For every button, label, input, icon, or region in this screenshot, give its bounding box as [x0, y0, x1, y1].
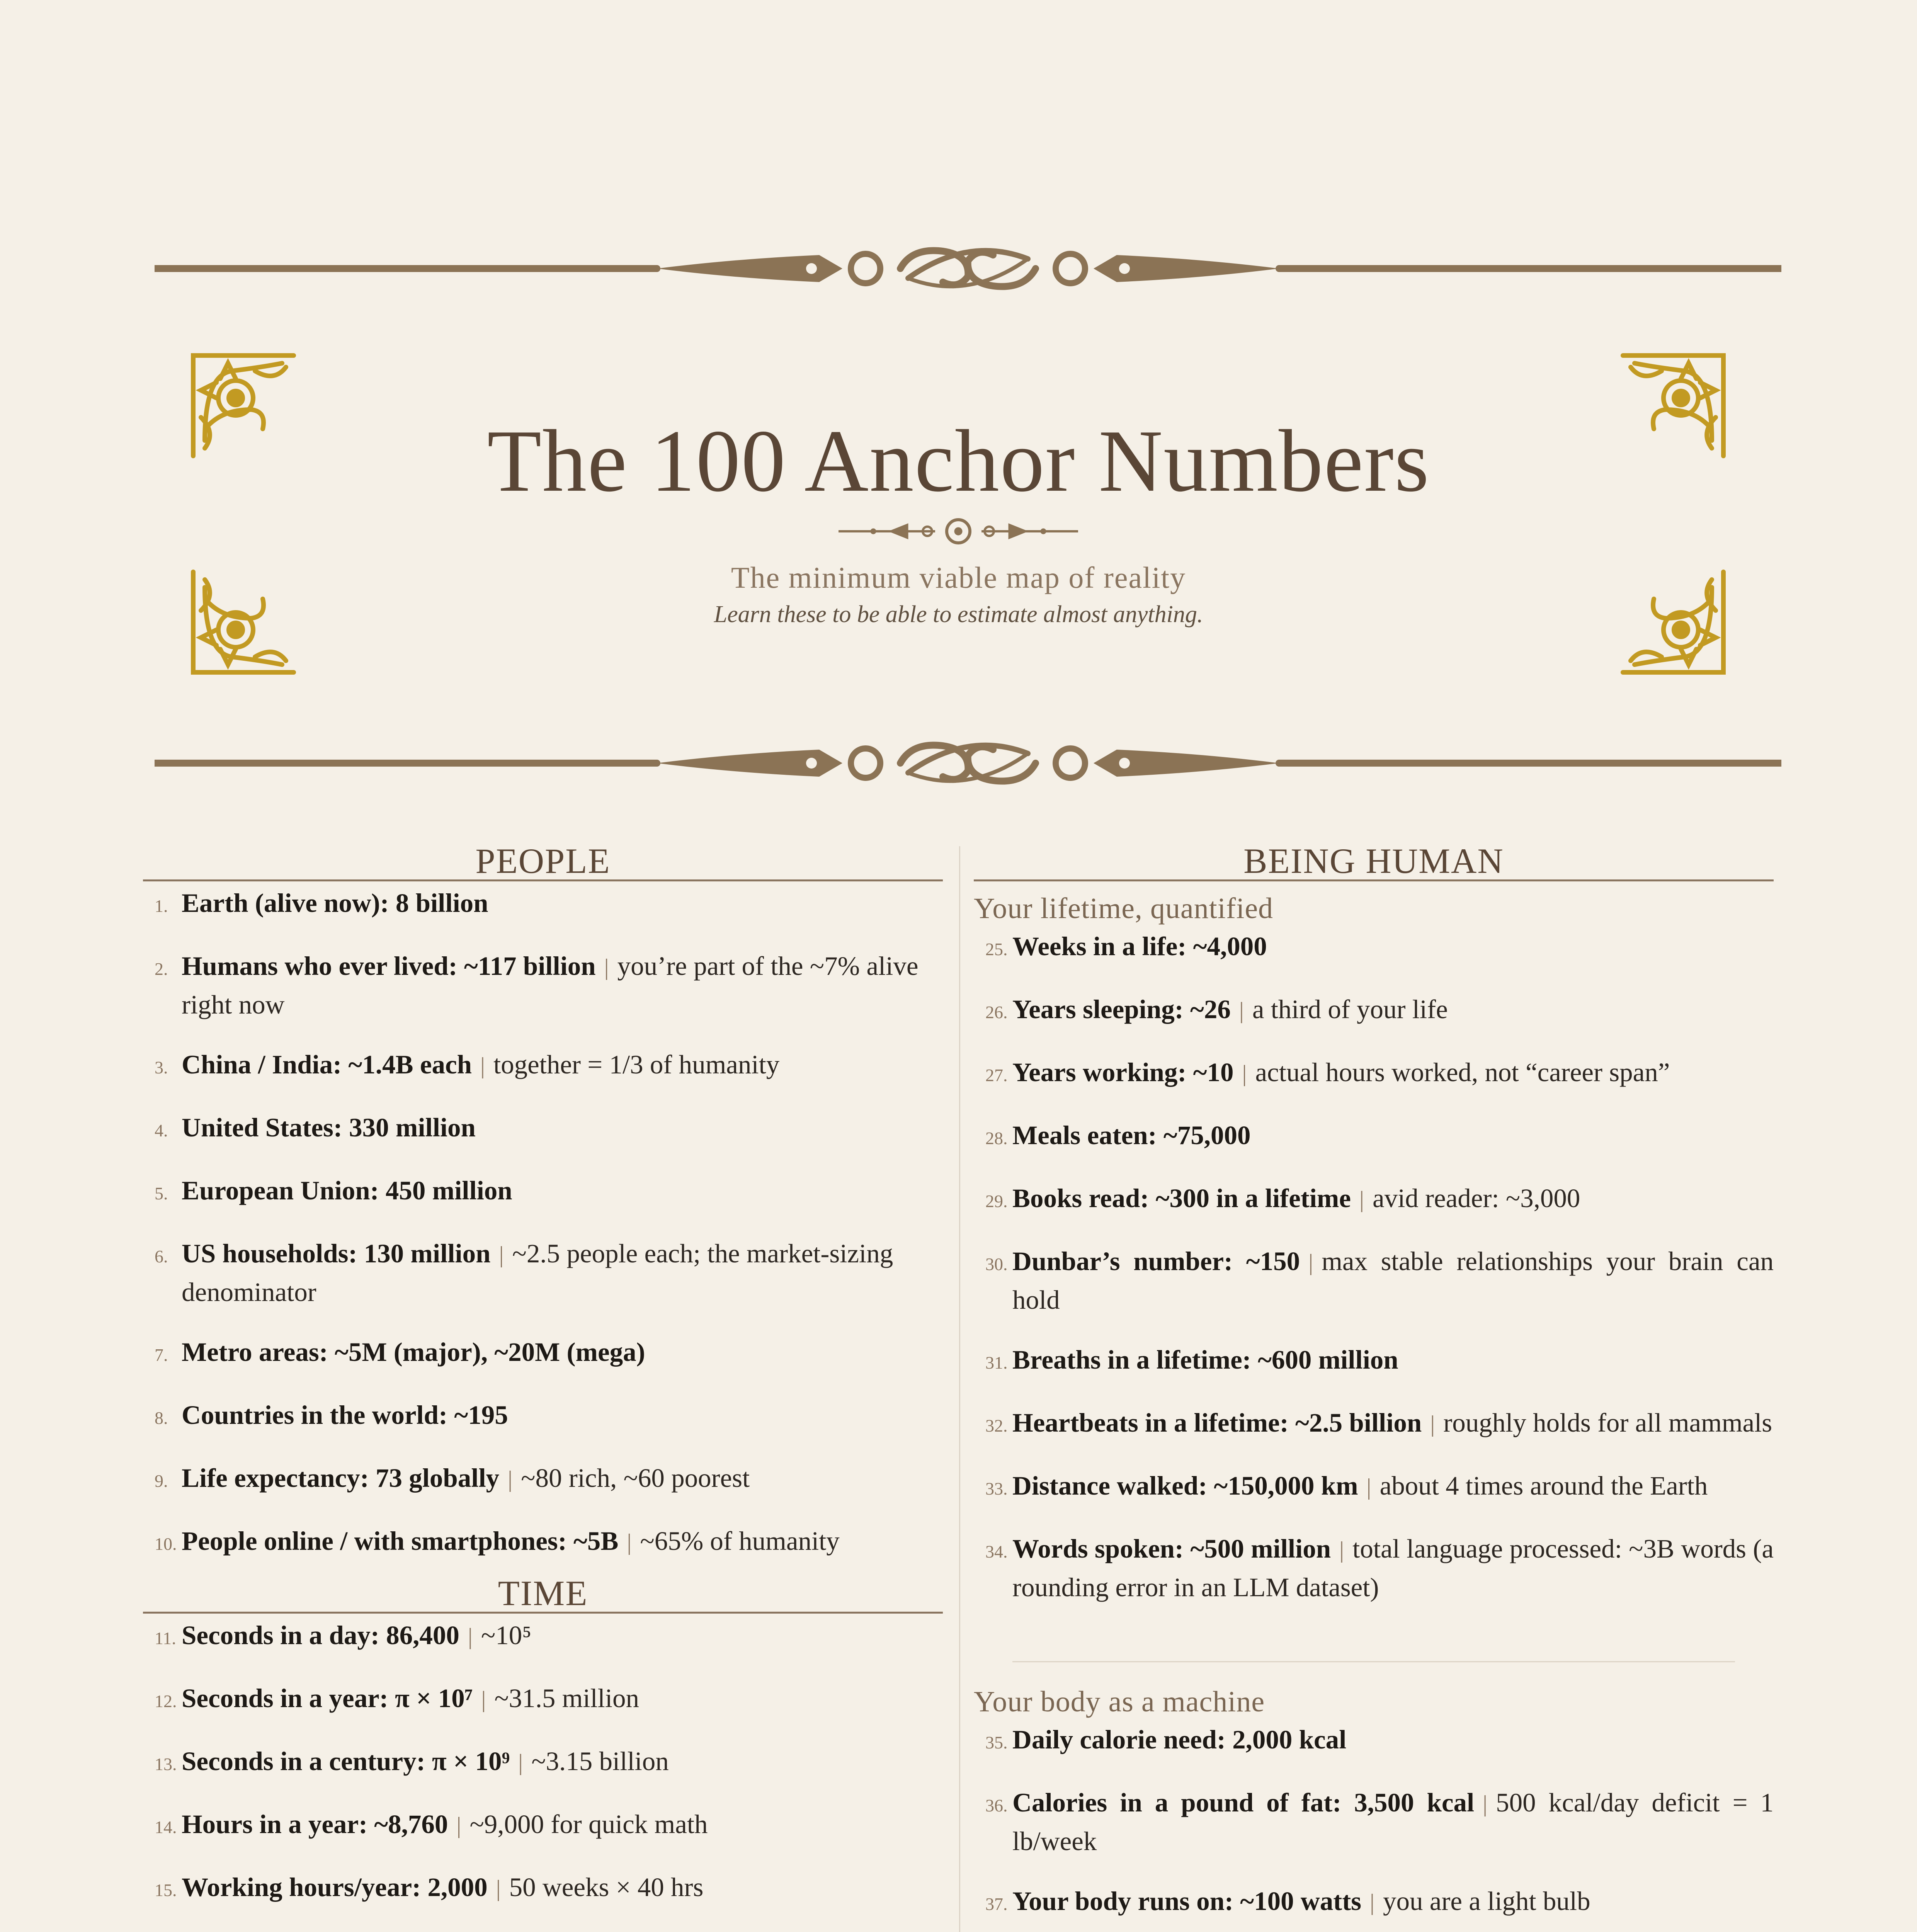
item-label: Books read: ~300 in a lifetime	[1012, 1184, 1351, 1213]
list-item	[143, 1047, 943, 1085]
item-note: ~31.5 million	[494, 1684, 640, 1713]
page-title: The 100 Anchor Numbers	[487, 412, 1430, 510]
item-separator: |	[1339, 1537, 1344, 1563]
list-item	[974, 1342, 1774, 1381]
item-number: 28.	[985, 1128, 1008, 1148]
item-label: Distance walked: ~150,000 km	[1012, 1471, 1358, 1500]
item-note: 500 kcal/day deficit = 1 lb/week	[1012, 1788, 1774, 1856]
people-list	[143, 885, 943, 1562]
list-item	[974, 1883, 1774, 1922]
item-note: roughly holds for all mammals	[1443, 1408, 1772, 1437]
time-list	[143, 1617, 943, 1932]
lifetime-list	[974, 929, 1774, 1605]
page-subtitle: The minimum viable map of reality	[731, 561, 1186, 594]
item-number: 7.	[155, 1345, 168, 1365]
item-separator: |	[499, 1242, 504, 1267]
item-note: avid reader: ~3,000	[1373, 1184, 1580, 1213]
item-label: Weeks in a life: ~4,000	[1012, 932, 1267, 961]
list-item	[143, 1617, 943, 1656]
item-note: about 4 times around the Earth	[1379, 1471, 1708, 1500]
item-label: Life expectancy: 73 globally	[182, 1463, 500, 1493]
item-number: 9.	[155, 1471, 168, 1491]
item-note: ~65% of humanity	[640, 1526, 840, 1556]
subsection-divider	[1012, 1661, 1735, 1662]
item-label: Words spoken: ~500 million	[1012, 1534, 1331, 1563]
list-item	[974, 1722, 1774, 1760]
item-label: Working hours/year: 2,000	[182, 1872, 488, 1902]
list-item	[974, 1531, 1774, 1605]
list-item	[974, 1180, 1774, 1219]
right-column	[974, 842, 1774, 1932]
top-ornamental-rule	[155, 240, 1781, 298]
item-separator: |	[1359, 1187, 1364, 1212]
section-heading-being-human: BEING HUMAN	[974, 842, 1774, 881]
item-label: US households: 130 million	[182, 1239, 491, 1268]
item-note: ~9,000 for quick math	[469, 1810, 708, 1839]
item-note: ~10⁵	[481, 1621, 532, 1650]
item-separator: |	[1370, 1889, 1375, 1915]
item-separator: |	[1239, 998, 1244, 1023]
list-item	[974, 1785, 1774, 1859]
item-label: Calories in a pound of fat: 3,500 kcal	[1012, 1788, 1475, 1817]
list-item	[974, 1243, 1774, 1318]
item-number: 37.	[985, 1894, 1008, 1914]
item-number: 29.	[985, 1191, 1008, 1211]
bottom-ornamental-rule	[155, 734, 1781, 792]
title-flourish	[835, 514, 1082, 549]
item-label: Seconds in a year: π × 10⁷	[182, 1684, 473, 1713]
item-separator: |	[518, 1750, 523, 1775]
list-item	[974, 929, 1774, 967]
item-number: 31.	[985, 1353, 1008, 1372]
item-label: Your body runs on: ~100 watts	[1012, 1886, 1362, 1916]
item-separator: |	[481, 1687, 486, 1712]
item-note: you are a light bulb	[1383, 1886, 1590, 1916]
column-divider	[959, 846, 960, 1932]
item-label: United States: 330 million	[182, 1113, 476, 1142]
list-item	[143, 1680, 943, 1719]
item-label: Years sleeping: ~26	[1012, 995, 1231, 1024]
item-label: Metro areas: ~5M (major), ~20M (mega)	[182, 1337, 645, 1367]
item-number: 3.	[155, 1058, 168, 1077]
item-number: 8.	[155, 1408, 168, 1428]
list-item	[143, 1173, 943, 1211]
item-separator: |	[456, 1813, 461, 1838]
item-number: 27.	[985, 1065, 1008, 1085]
item-number: 6.	[155, 1247, 168, 1266]
item-separator: |	[1430, 1411, 1435, 1437]
item-number: 13.	[155, 1754, 177, 1774]
section-heading-time: TIME	[143, 1575, 943, 1614]
item-number: 33.	[985, 1479, 1008, 1498]
item-note: 50 weeks × 40 hrs	[509, 1872, 704, 1902]
list-item	[143, 1869, 943, 1908]
item-label: European Union: 450 million	[182, 1176, 512, 1205]
item-note: max stable relationships your brain can hold	[1012, 1247, 1774, 1315]
item-number: 36.	[985, 1796, 1008, 1815]
section-heading-people: PEOPLE	[143, 842, 943, 881]
item-number: 26.	[985, 1002, 1008, 1022]
item-label: China / India: ~1.4B each	[182, 1050, 472, 1079]
list-item	[143, 1110, 943, 1148]
item-separator: |	[1483, 1791, 1488, 1816]
item-label: Heartbeats in a lifetime: ~2.5 billion	[1012, 1408, 1422, 1437]
item-separator: |	[604, 954, 609, 980]
item-separator: |	[1308, 1250, 1313, 1275]
item-number: 35.	[985, 1733, 1008, 1752]
item-separator: |	[508, 1466, 513, 1492]
list-item	[143, 885, 943, 924]
item-label: Seconds in a century: π × 10⁹	[182, 1747, 510, 1776]
list-item	[974, 1117, 1774, 1156]
item-number: 4.	[155, 1121, 168, 1140]
item-number: 1.	[155, 896, 168, 916]
item-number: 5.	[155, 1184, 168, 1203]
list-item	[143, 1334, 943, 1373]
list-item	[143, 1806, 943, 1845]
item-number: 2.	[155, 959, 168, 979]
list-item	[143, 1460, 943, 1499]
left-column	[143, 842, 943, 1932]
item-number: 30.	[985, 1254, 1008, 1274]
list-item	[143, 1523, 943, 1562]
item-number: 32.	[985, 1416, 1008, 1435]
body-list	[974, 1722, 1774, 1932]
item-number: 14.	[155, 1817, 177, 1837]
item-number: 12.	[155, 1691, 177, 1711]
item-number: 15.	[155, 1880, 177, 1900]
list-item	[974, 1468, 1774, 1507]
item-label: Countries in the world: ~195	[182, 1400, 508, 1430]
list-item	[143, 948, 943, 1022]
item-label: Humans who ever lived: ~117 billion	[182, 951, 596, 981]
item-separator: |	[468, 1624, 473, 1649]
item-number: 25.	[985, 939, 1008, 959]
list-item	[143, 1397, 943, 1436]
item-label: Dunbar’s number: ~150	[1012, 1247, 1300, 1276]
item-separator: |	[1366, 1474, 1371, 1500]
item-separator: |	[480, 1053, 485, 1078]
item-number: 10.	[155, 1534, 177, 1554]
item-label: Years working: ~10	[1012, 1058, 1234, 1087]
list-item	[974, 992, 1774, 1030]
list-item	[143, 1743, 943, 1782]
item-note: together = 1/3 of humanity	[493, 1050, 780, 1079]
item-separator: |	[627, 1529, 632, 1555]
item-note: a third of your life	[1252, 995, 1448, 1024]
item-note: ~2.5 people each; the market-sizing denominator	[182, 1239, 893, 1307]
item-note: ~3.15 billion	[531, 1747, 669, 1776]
list-item	[143, 1236, 943, 1310]
item-separator: |	[496, 1876, 501, 1901]
item-note: total language processed: ~3B words (a rounding error in an LLM dataset)	[1012, 1534, 1774, 1602]
list-item	[974, 1054, 1774, 1093]
item-separator: |	[1242, 1061, 1247, 1086]
item-label: People online / with smartphones: ~5B	[182, 1526, 619, 1556]
list-item	[974, 1405, 1774, 1444]
item-number: 11.	[155, 1628, 176, 1648]
subsection-heading-lifetime: Your lifetime, quantified	[974, 892, 1274, 925]
page-tagline: Learn these to be able to estimate almost anything.	[714, 601, 1203, 628]
item-label: Seconds in a day: 86,400	[182, 1621, 459, 1650]
item-note: ~80 rich, ~60 poorest	[521, 1463, 750, 1493]
item-label: Hours in a year: ~8,760	[182, 1810, 448, 1839]
item-label: Meals eaten: ~75,000	[1012, 1121, 1251, 1150]
item-note: actual hours worked, not “career span”	[1255, 1058, 1670, 1087]
item-label: Earth (alive now): 8 billion	[182, 888, 488, 918]
subsection-heading-body: Your body as a machine	[974, 1685, 1265, 1718]
item-number: 34.	[985, 1542, 1008, 1561]
item-label: Breaths in a lifetime: ~600 million	[1012, 1345, 1398, 1374]
item-note: you’re part of the ~7% alive right now	[182, 951, 919, 1019]
item-label: Daily calorie need: 2,000 kcal	[1012, 1725, 1347, 1754]
